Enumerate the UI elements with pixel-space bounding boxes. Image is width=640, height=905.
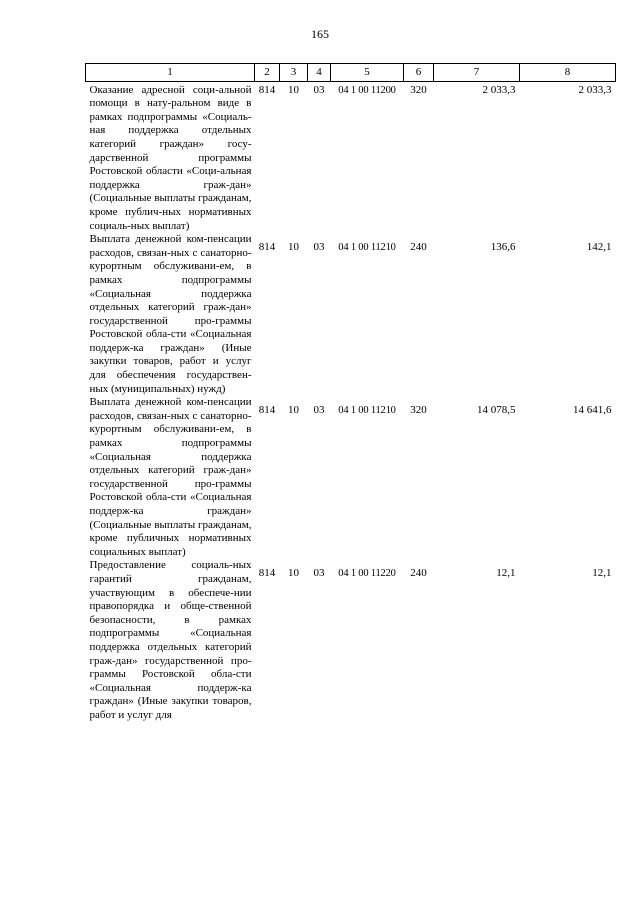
table-row	[86, 233, 616, 396]
header-col-8: 8	[520, 64, 616, 82]
header-col-5: 5	[331, 64, 404, 82]
row-amount-2: 142,1	[586, 241, 612, 254]
row-subsection-code: 03	[313, 83, 325, 96]
row-target-code: 04 1 00 11210	[338, 242, 396, 254]
header-col-7: 7	[434, 64, 520, 82]
row-amount-1: 14 078,5	[477, 404, 516, 417]
header-col-6: 6	[404, 64, 434, 82]
header-col-2: 2	[255, 64, 280, 82]
table-row	[86, 81, 616, 233]
header-col-3: 3	[280, 64, 308, 82]
row-subsection-code: 03	[313, 241, 325, 254]
row-name: Выплата денежной ком-пенсации расходов, связан-ных с санаторно-курортным обслуживани-ем, в рамках подпрограммы «Социальная поддержка отдельных категорий граж-дан» государственной про-граммы Ростовской обла-сти «Социальная поддерж-ка граждан» (Социальные выплаты гражданам, кроме публичных нормативных социальных выплат)	[89, 396, 252, 558]
page-number: 165	[311, 27, 329, 41]
row-expense-type: 320	[410, 404, 427, 417]
row-expense-type: 320	[410, 83, 427, 96]
header-row	[86, 64, 616, 82]
row-target-code: 04 1 00 11210	[338, 405, 396, 417]
row-ministry-code: 814	[258, 241, 276, 254]
row-ministry-code: 814	[258, 83, 276, 96]
row-amount-2: 2 033,3	[578, 83, 612, 96]
row-expense-type: 240	[410, 567, 427, 580]
row-subsection-code: 03	[313, 567, 325, 580]
row-amount-1: 136,6	[490, 241, 516, 254]
row-amount-1: 12,1	[496, 567, 516, 580]
row-amount-2: 14 641,6	[573, 404, 612, 417]
row-target-code: 04 1 00 11200	[338, 84, 396, 96]
row-name: Выплата денежной ком-пенсации расходов, связан-ных с санаторно-курортным обслуживани-ем, в рамках подпрограммы «Социальная поддержка отдельных категорий граж-дан» государственной про-граммы Ростовской обла-сти «Социальная поддерж-ка граждан» (Иные закупки товаров, работ и услуг для обеспечения государствен-ных (муниципальных) нужд)	[89, 233, 252, 395]
header-col-1: 1	[86, 64, 255, 82]
row-ministry-code: 814	[258, 404, 276, 417]
row-target-code: 04 1 00 11220	[338, 568, 396, 580]
row-section-code: 10	[288, 404, 299, 417]
row-amount-2: 12,1	[592, 567, 612, 580]
row-section-code: 10	[288, 241, 299, 254]
table-row	[86, 396, 616, 559]
row-name: Оказание адресной соци-альной помощи в нату-ральном виде в рамках подпрограммы «Социаль-ная поддержка отдельных категорий граждан» госу-дарственной программы Ростовской области «Соци-альная поддержка граж-дан» (Социальные выплаты гражданам, кроме публич-ных нормативных социаль-ных выплат)	[89, 83, 252, 232]
row-amount-1: 2 033,3	[482, 83, 516, 96]
table-row	[86, 559, 616, 722]
row-ministry-code: 814	[258, 567, 276, 580]
row-expense-type: 240	[410, 241, 427, 254]
budget-table	[85, 63, 616, 723]
row-subsection-code: 03	[313, 404, 325, 417]
row-section-code: 10	[288, 567, 299, 580]
header-col-4: 4	[308, 64, 331, 82]
row-name: Предоставление социаль-ных гарантий гражданам, участвующим в обеспече-нии правопорядка и обще-ственной безопасности, в рамках подпрограммы «Социальная поддержка отдельных категорий граж-дан» государственной про-граммы Ростовской обла-сти «Социальная поддерж-ка граждан» (Иные закупки товаров, работ и услуг для	[89, 559, 252, 721]
row-section-code: 10	[288, 83, 299, 96]
